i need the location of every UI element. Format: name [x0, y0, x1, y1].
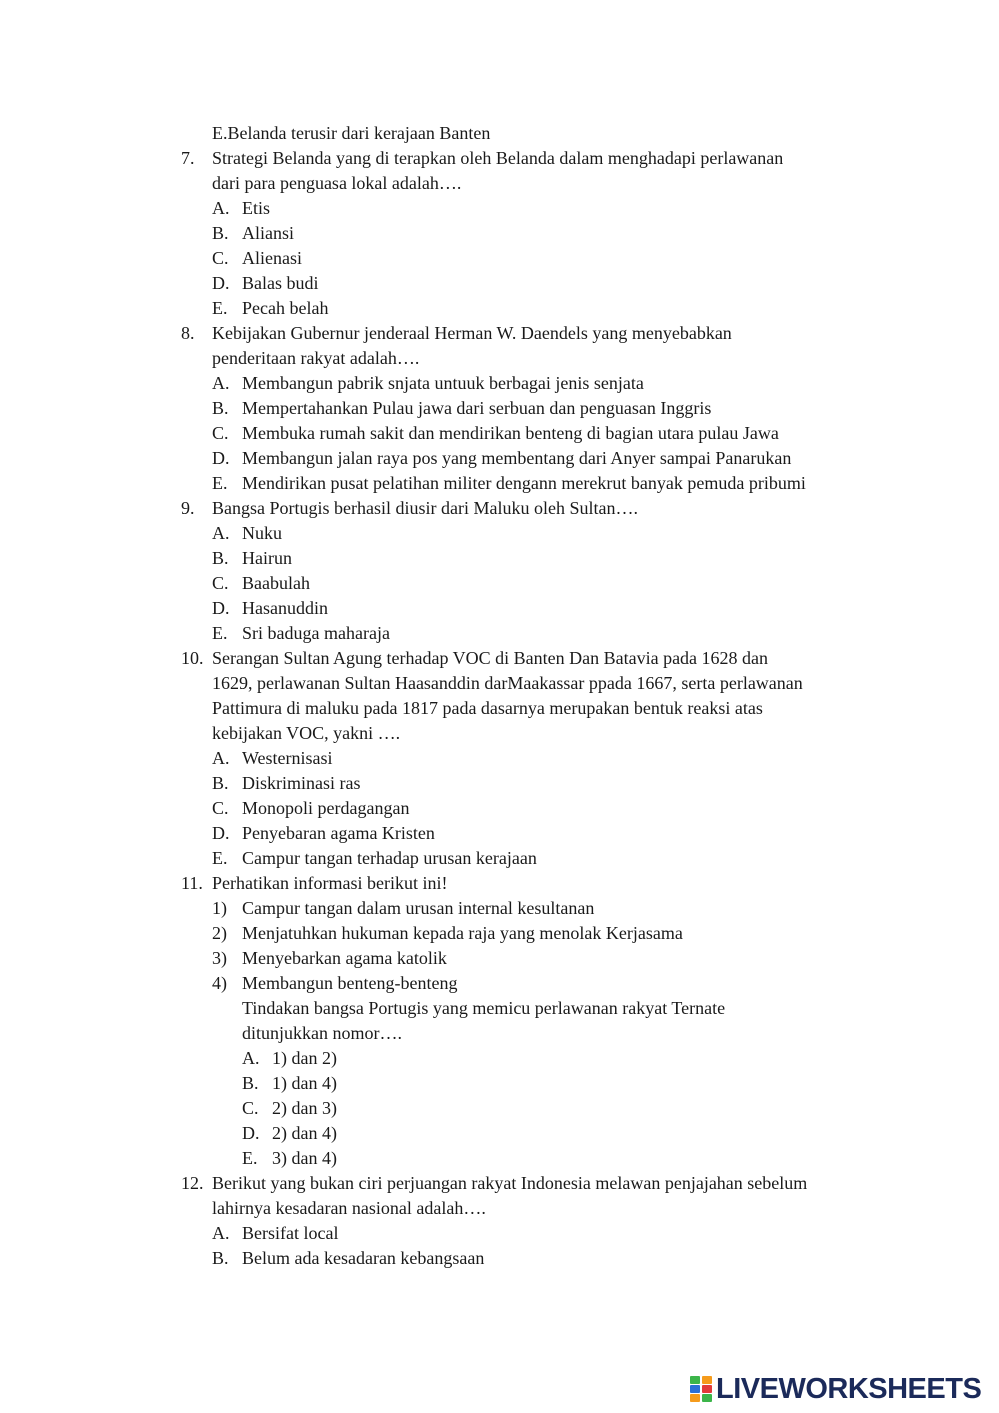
- question-text: Strategi Belanda yang di terapkan oleh Belanda dalam menghadapi perlawanan: [212, 148, 784, 168]
- logo-text: LIVEWORKSHEETS: [716, 1372, 982, 1405]
- question-text: Perhatikan informasi berikut ini!: [212, 873, 448, 893]
- question-number: 11.: [181, 873, 203, 893]
- question-number: 8.: [181, 323, 195, 343]
- question-text: Bangsa Portugis berhasil diusir dari Maluku oleh Sultan….: [212, 498, 638, 518]
- worksheet-page: E.Belanda terusir dari kerajaan Banten 7. Strategi Belanda yang di terapkan oleh Belanda dalam menghadapi perlawanan dari para penguasa lokal adalah…. A. Etis B. Aliansi C. Alienasi D. Balas budi E. Pecah belah 8. Kebijakan Gubernur jenderaal Herman W. Daendels yang menyebabkan penderitaan rakyat adalah…. A. Membangun pabrik snjata untuuk berbagai jenis senjata B. Mempertahankan Pulau jawa dari serbuan dan penguasan Inggris C. Membuka rumah sakit dan mendirikan benteng di bagian utara pulau Jawa D. Membangun jalan raya pos yang membentang dari Anyer sampai Panarukan E. Mendirikan pusat pelatihan militer dengann merekrut banyak pemuda pribumi 9. Bangsa Portugis berhasil diusir dari Maluku oleh Sultan…. A. Nuku B. Hairun C. Baabulah D. Hasanuddin E. Sri baduga maharaja 10. Serangan Sultan Agung terhadap VOC di Banten Dan Batavia pada 1628 dan 1629, perlawanan Sultan Haasanddin darMaakassar ppada 1667, serta perlawanan Pattimura di maluku pada 1817 pada dasarnya merupakan bentuk reaksi atas kebijakan VOC, yakni …. A. Westernisasi B. Diskriminasi ras C. Monopoli perdagangan D. Penyebaran agama Kristen E. Campur tangan terhadap urusan kerajaan 11. Perhatikan informasi berikut ini! 1) Campur tangan dalam urusan internal kesultanan 2) Menjatuhkan hukuman kepada raja yang menolak Kerjasama 3) Menyebarkan agama katolik 4) Membangun benteng-benteng Tindakan bangsa Portugis yang memicu perlawanan rakyat Ternate ditunjukkan nomor…. A. 1) dan 2) B. 1) dan 4) C. 2) dan 3) D. 2) dan 4) E. 3) dan 4) 12. Berikut yang bukan ciri perjuangan rakyat Indonesia melawan penjajahan sebelum lahirnya kesadaran nasional adalah…. A. Bersifat local B. Belum ada kesadaran kebangsaan LIVEWORKSHEETS: [181, 123, 982, 1405]
- question-number: 7.: [181, 148, 195, 168]
- question-number: 10.: [181, 648, 204, 668]
- question-text: Serangan Sultan Agung terhadap VOC di Banten Dan Batavia pada 1628 dan: [212, 648, 769, 668]
- question-number: 12.: [181, 1173, 204, 1193]
- question-text: Berikut yang bukan ciri perjuangan rakyat Indonesia melawan penjajahan sebelum: [212, 1173, 808, 1193]
- liveworksheets-logo-icon: [690, 1376, 712, 1402]
- question-number: 9.: [181, 498, 195, 518]
- liveworksheets-logo: [690, 1372, 982, 1405]
- question-text: Kebijakan Gubernur jenderaal Herman W. Daendels yang menyebabkan: [212, 323, 732, 343]
